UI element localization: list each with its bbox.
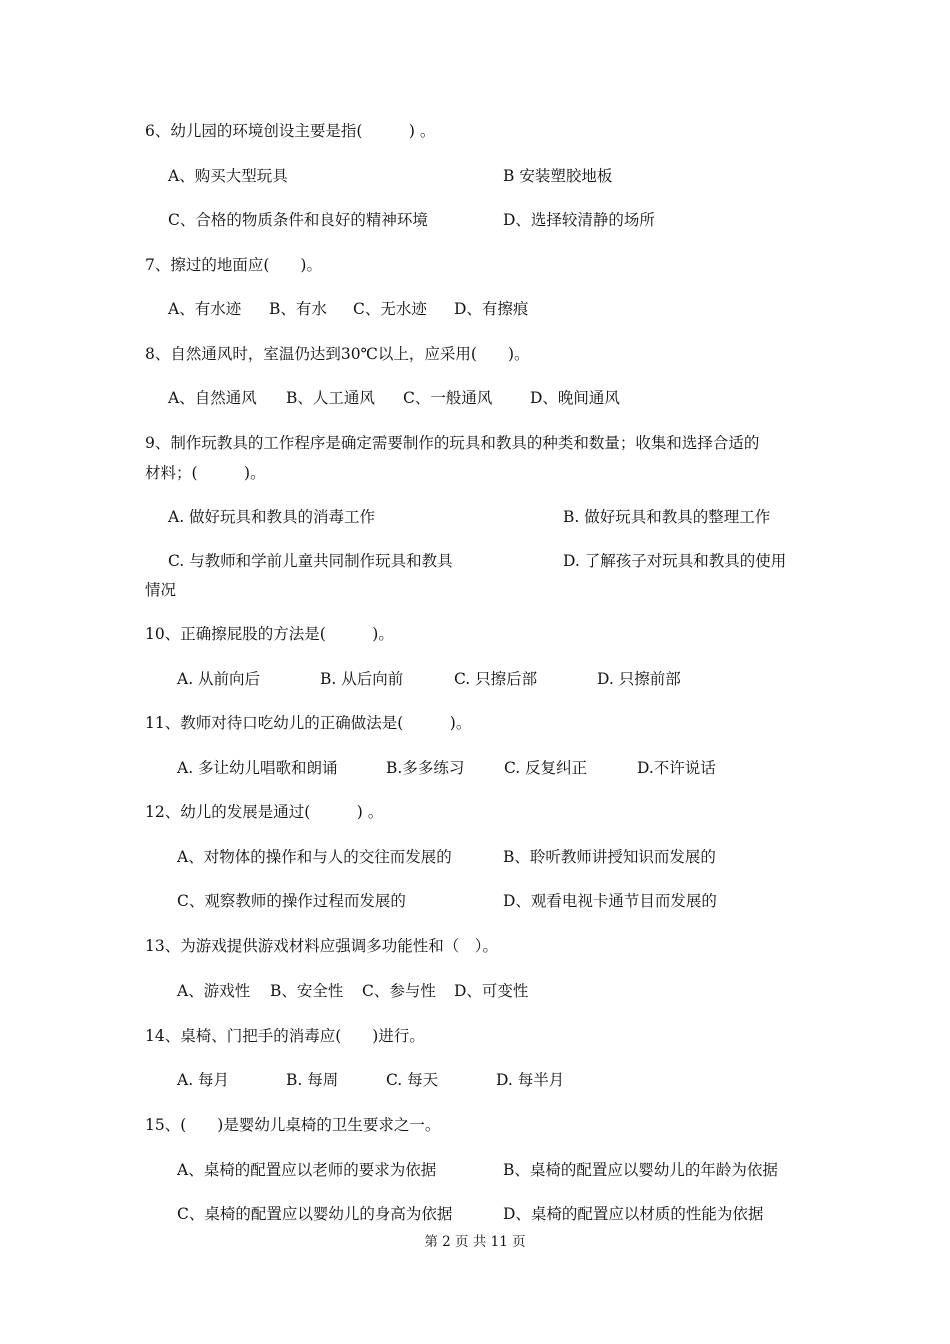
question-13-option-b: B、安全性 bbox=[270, 982, 344, 1000]
question-8-option-a: A、自然通风 bbox=[168, 389, 257, 407]
question-13-option-c: C、参与性 bbox=[362, 982, 436, 1000]
question-14-option-a: A. 每月 bbox=[177, 1071, 230, 1089]
page-number-footer: 第 2 页 共 11 页 bbox=[424, 1234, 526, 1250]
question-12-stem: 12、幼儿的发展是通过( ) 。 bbox=[145, 803, 384, 821]
question-15-option-c: C、桌椅的配置应以婴幼儿的身高为依据 bbox=[177, 1205, 453, 1223]
question-14-option-d: D. 每半月 bbox=[496, 1071, 565, 1089]
question-7-stem: 7、擦过的地面应( )。 bbox=[145, 256, 322, 274]
question-15-option-a: A、桌椅的配置应以老师的要求为依据 bbox=[177, 1161, 437, 1179]
question-9-option-d-continued: 情况 bbox=[145, 581, 177, 599]
question-14-option-c: C. 每天 bbox=[386, 1071, 439, 1089]
question-13-option-d: D、可变性 bbox=[454, 982, 529, 1000]
question-13-stem: 13、为游戏提供游戏材料应强调多功能性和（ ）。 bbox=[145, 937, 498, 955]
question-6-option-a: A、购买大型玩具 bbox=[168, 167, 288, 185]
question-10-option-b: B. 从后向前 bbox=[320, 670, 404, 688]
question-13-option-a: A、游戏性 bbox=[177, 982, 251, 1000]
question-12-option-b: B、聆听教师讲授知识而发展的 bbox=[503, 848, 716, 866]
question-9-option-b: B. 做好玩具和教具的整理工作 bbox=[563, 508, 771, 526]
question-7-option-b: B、有水 bbox=[269, 300, 327, 318]
question-6-option-b: B 安装塑胶地板 bbox=[503, 167, 613, 185]
question-14-option-b: B. 每周 bbox=[286, 1071, 339, 1089]
question-6-stem: 6、幼儿园的环境创设主要是指( ) 。 bbox=[145, 122, 436, 140]
question-6-option-c: C、合格的物质条件和良好的精神环境 bbox=[168, 211, 428, 229]
question-14-stem: 14、桌椅、门把手的消毒应( )进行。 bbox=[145, 1027, 425, 1045]
question-11-option-a: A. 多让幼儿唱歌和朗诵 bbox=[177, 759, 338, 777]
question-7-option-d: D、有擦痕 bbox=[454, 300, 529, 318]
question-8-stem: 8、自然通风时，室温仍达到30℃以上，应采用( )。 bbox=[145, 345, 530, 363]
question-8-option-c: C、一般通风 bbox=[403, 389, 493, 407]
question-6-option-d: D、选择较清静的场所 bbox=[503, 211, 655, 229]
question-9-option-c: C. 与教师和学前儿童共同制作玩具和教具 bbox=[168, 552, 453, 570]
question-15-option-b: B、桌椅的配置应以婴幼儿的年龄为依据 bbox=[503, 1161, 778, 1179]
question-11-stem: 11、教师对待口吃幼儿的正确做法是( )。 bbox=[145, 714, 472, 732]
question-11-option-d: D.不许说话 bbox=[637, 759, 716, 777]
question-15-stem: 15、( )是婴幼儿桌椅的卫生要求之一。 bbox=[145, 1116, 441, 1134]
question-7-option-c: C、无水迹 bbox=[353, 300, 427, 318]
question-10-option-a: A. 从前向后 bbox=[177, 670, 261, 688]
question-10-stem: 10、正确擦屁股的方法是( )。 bbox=[145, 625, 394, 643]
question-11-option-c: C. 反复纠正 bbox=[504, 759, 588, 777]
question-8-option-d: D、晚间通风 bbox=[530, 389, 620, 407]
question-7-option-a: A、有水迹 bbox=[168, 300, 242, 318]
question-11-option-b: B.多多练习 bbox=[386, 759, 465, 777]
question-9-stem-continued: 材料；( )。 bbox=[145, 464, 266, 482]
question-9-stem: 9、制作玩教具的工作程序是确定需要制作的玩具和教具的种类和数量；收集和选择合适的 bbox=[145, 434, 760, 452]
question-9-option-a: A. 做好玩具和教具的消毒工作 bbox=[168, 508, 376, 526]
question-9-option-d: D. 了解孩子对玩具和教具的使用 bbox=[563, 552, 787, 570]
question-12-option-a: A、对物体的操作和与人的交往而发展的 bbox=[177, 848, 452, 866]
question-12-option-c: C、观察教师的操作过程而发展的 bbox=[177, 892, 406, 910]
question-10-option-c: C. 只擦后部 bbox=[454, 670, 538, 688]
question-15-option-d: D、桌椅的配置应以材质的性能为依据 bbox=[503, 1205, 764, 1223]
question-12-option-d: D、观看电视卡通节目而发展的 bbox=[503, 892, 717, 910]
question-10-option-d: D. 只擦前部 bbox=[597, 670, 681, 688]
question-8-option-b: B、人工通风 bbox=[286, 389, 375, 407]
